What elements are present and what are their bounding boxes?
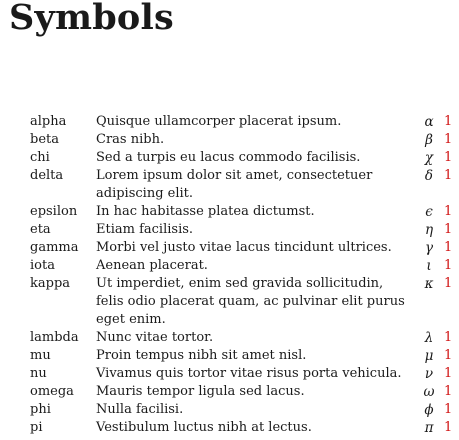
- list-item: [0, 347, 459, 365]
- symbol-name: epsilon: [30, 204, 78, 219]
- symbol-description: Proin tempus nibh sit amet nisl.: [96, 348, 307, 363]
- list-item: [0, 221, 459, 239]
- symbol-name: chi: [30, 150, 50, 165]
- symbol-name: gamma: [30, 240, 79, 255]
- page-title: Symbols: [9, 0, 174, 38]
- symbol-glyph: β: [425, 132, 433, 148]
- symbol-glyph: γ: [424, 240, 434, 256]
- page-reference[interactable]: 1: [444, 240, 453, 255]
- list-item: [0, 383, 459, 401]
- page-reference[interactable]: 1: [444, 168, 453, 183]
- symbol-glyph: κ: [424, 276, 434, 292]
- page-reference[interactable]: 1: [444, 258, 453, 273]
- symbol-name: eta: [30, 222, 51, 237]
- symbol-glyph: δ: [424, 168, 434, 184]
- list-item: [0, 149, 459, 167]
- symbol-description: Lorem ipsum dolor sit amet, consectetuer adipiscing elit.: [96, 168, 373, 201]
- page-reference[interactable]: 1: [444, 366, 453, 381]
- symbol-glyph: ν: [424, 366, 434, 382]
- page-reference[interactable]: 1: [444, 150, 453, 165]
- symbol-glyph: μ: [424, 348, 434, 364]
- list-item: [0, 167, 459, 203]
- list-item: [0, 131, 459, 149]
- symbol-description: Etiam facilisis.: [96, 222, 194, 237]
- list-item: [0, 239, 459, 257]
- symbol-description: Aenean placerat.: [96, 258, 208, 273]
- symbol-description: Vivamus quis tortor vitae risus porta vehicula.: [96, 366, 402, 381]
- symbol-description: Nulla facilisi.: [96, 402, 184, 417]
- symbol-glyph: ϕ: [424, 402, 434, 418]
- page-reference[interactable]: 1: [444, 114, 453, 129]
- symbol-glyph: λ: [424, 330, 434, 346]
- symbol-glyph: π: [424, 420, 434, 436]
- symbol-name: omega: [30, 384, 74, 399]
- symbol-glyph: ω: [423, 384, 435, 400]
- symbol-description: Vestibulum luctus nibh at lectus.: [96, 420, 312, 435]
- symbol-name: mu: [30, 348, 51, 363]
- symbol-name: beta: [30, 132, 59, 147]
- symbol-name: kappa: [30, 276, 71, 291]
- page-reference[interactable]: 1: [444, 348, 453, 363]
- symbol-glyph: ι: [426, 258, 432, 274]
- page-reference[interactable]: 1: [444, 420, 453, 435]
- page-reference[interactable]: 1: [444, 330, 453, 345]
- page-reference[interactable]: 1: [444, 384, 453, 399]
- symbol-description: Cras nibh.: [96, 132, 165, 147]
- list-item: [0, 203, 459, 221]
- list-item: [0, 401, 459, 419]
- symbol-name: alpha: [30, 114, 67, 129]
- symbol-glyph: ϵ: [425, 204, 433, 220]
- symbol-name: pi: [30, 420, 43, 435]
- list-item: [0, 113, 459, 131]
- symbol-glyph: η: [424, 222, 434, 238]
- symbol-glyph: χ: [424, 150, 434, 166]
- list-item: [0, 329, 459, 347]
- page-reference[interactable]: 1: [444, 204, 453, 219]
- list-item: [0, 419, 459, 437]
- page-reference[interactable]: 1: [444, 276, 453, 291]
- symbol-description: Mauris tempor ligula sed lacus.: [96, 384, 305, 399]
- page-reference[interactable]: 1: [444, 402, 453, 417]
- symbol-description: Quisque ullamcorper placerat ipsum.: [96, 114, 342, 129]
- symbol-description: Morbi vel justo vitae lacus tincidunt ultrices.: [96, 240, 392, 255]
- symbol-name: lambda: [30, 330, 79, 345]
- symbol-name: iota: [30, 258, 55, 273]
- list-item: [0, 275, 459, 329]
- symbol-name: delta: [30, 168, 64, 183]
- page-reference[interactable]: 1: [444, 132, 453, 147]
- symbol-description: Nunc vitae tortor.: [96, 330, 214, 345]
- symbol-description: Sed a turpis eu lacus commodo facilisis.: [96, 150, 361, 165]
- symbol-list: [0, 113, 459, 437]
- symbol-name: phi: [30, 402, 51, 417]
- page-reference[interactable]: 1: [444, 222, 453, 237]
- symbol-name: nu: [30, 366, 47, 381]
- symbol-glyph: α: [424, 114, 434, 130]
- symbol-description: Ut imperdiet, enim sed gravida sollicitudin, felis odio placerat quam, ac pulvinar elit purus eget enim.: [96, 276, 405, 327]
- list-item: [0, 365, 459, 383]
- symbol-description: In hac habitasse platea dictumst.: [96, 204, 315, 219]
- list-item: [0, 257, 459, 275]
